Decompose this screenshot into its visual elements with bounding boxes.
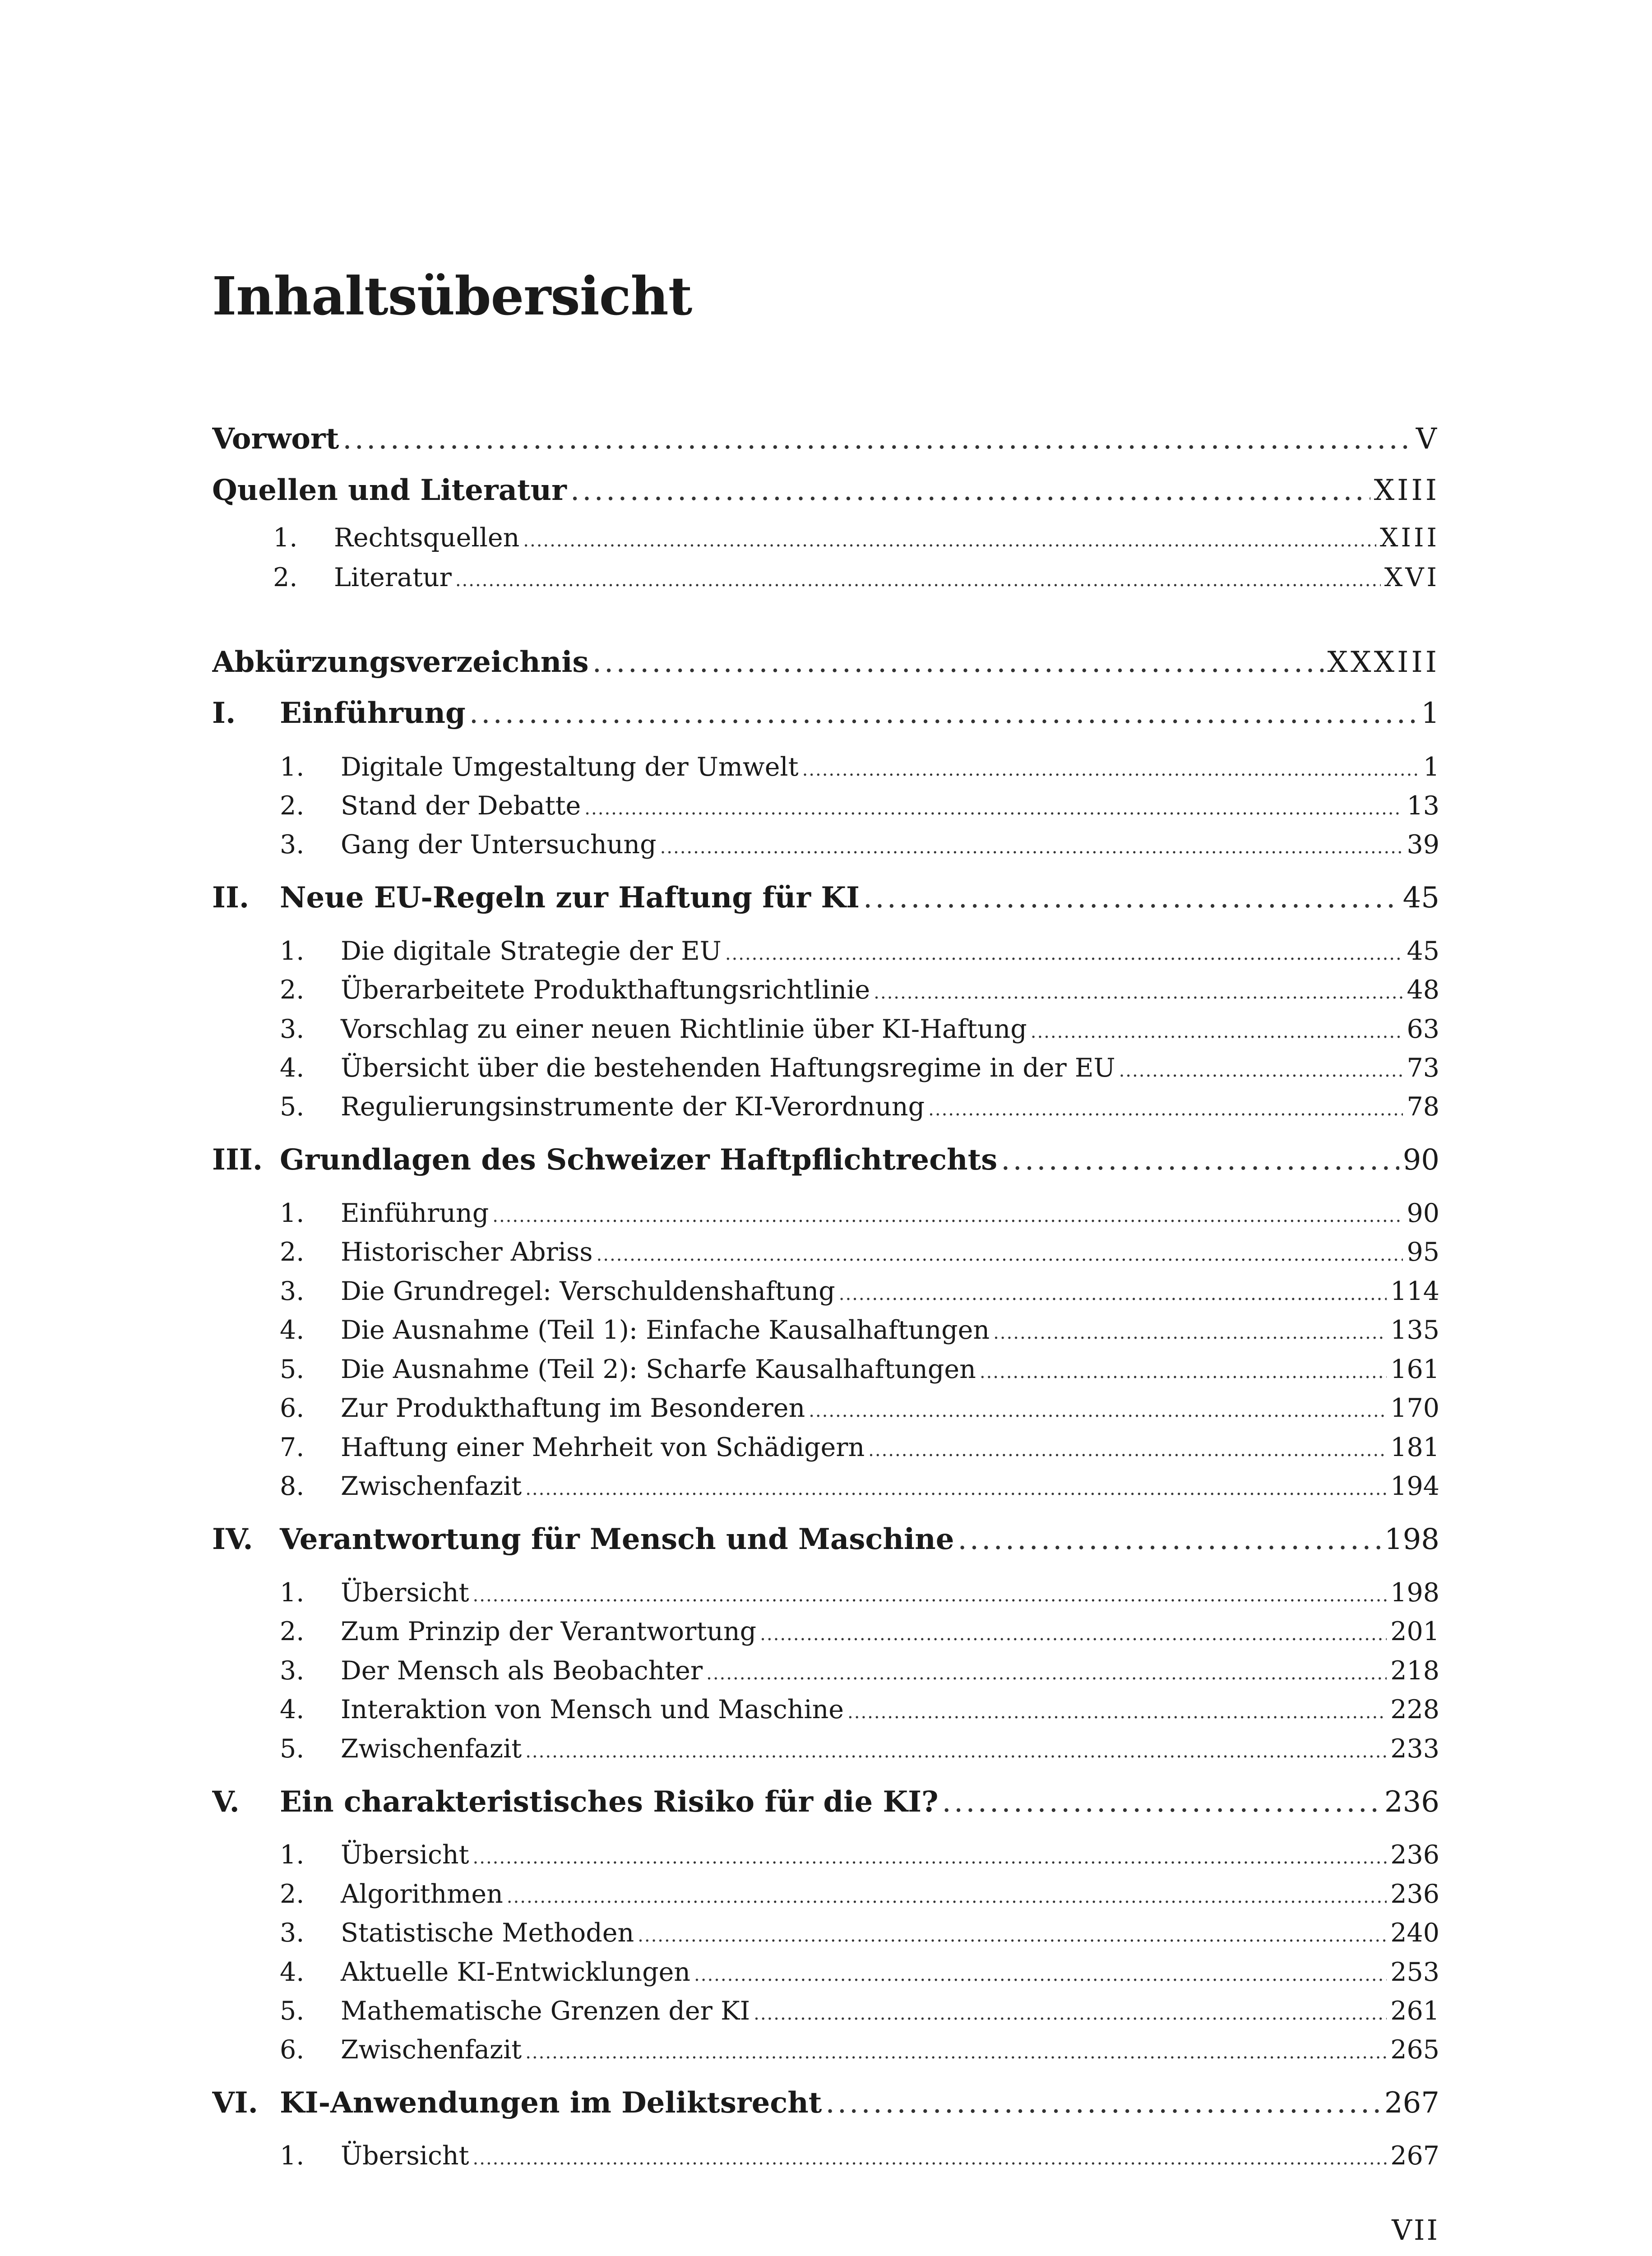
entry-page: 13 [1407, 791, 1439, 821]
entry-page: 236 [1390, 1840, 1439, 1870]
entry-page: V [1416, 422, 1439, 456]
dot-leader [980, 1354, 1387, 1387]
toc-subentry[interactable] [212, 1351, 1439, 1387]
entry-page: 240 [1390, 1918, 1439, 1948]
dot-leader [570, 471, 1370, 510]
entry-label: Die Ausnahme (Teil 2): Scharfe Kausalhaftungen [341, 1355, 976, 1384]
dot-leader [507, 1879, 1387, 1912]
entry-label: Literatur [334, 563, 452, 592]
entry-number: 3. [280, 830, 305, 860]
dot-leader [725, 936, 1403, 969]
entry-label: Zur Produkthaftung im Besonderen [341, 1393, 805, 1423]
entry-label: Zwischenfazit [341, 1471, 522, 1501]
entry-number: 5. [280, 1996, 305, 2026]
entry-page: 233 [1390, 1734, 1439, 1764]
dot-leader [638, 1918, 1387, 1951]
dot-leader [660, 829, 1403, 863]
entry-page: 39 [1407, 830, 1439, 860]
entry-page: XVI [1384, 563, 1439, 592]
toc-subentry[interactable] [212, 520, 1439, 556]
entry-number: 1. [280, 1578, 305, 1608]
entry-page: XIII [1374, 474, 1439, 507]
toc-chapter[interactable] [212, 2084, 1439, 2122]
entry-number: 6. [280, 1393, 305, 1423]
entry-page: 201 [1390, 1617, 1439, 1646]
toc-subentry[interactable] [212, 1653, 1439, 1689]
entry-page: 45 [1402, 881, 1439, 915]
dot-leader [525, 2034, 1387, 2068]
toc-subentry[interactable] [212, 1390, 1439, 1426]
chapter-number: I. [212, 696, 236, 730]
entry-number: 4. [280, 1695, 305, 1724]
toc-subentry[interactable] [212, 1876, 1439, 1912]
dot-leader [802, 752, 1420, 785]
dot-leader [958, 1520, 1380, 1559]
entry-label: Abkürzungsverzeichnis [212, 645, 589, 679]
toc-subentry[interactable] [212, 1195, 1439, 1231]
entry-page: 198 [1390, 1578, 1439, 1608]
toc-subentry[interactable] [212, 1273, 1439, 1309]
entry-number: 1. [280, 752, 305, 782]
dot-leader [525, 1734, 1387, 1767]
entry-page: 95 [1407, 1237, 1439, 1267]
entry-number: 2. [280, 1617, 305, 1646]
entry-number: 2. [280, 791, 305, 821]
entry-page: 48 [1407, 975, 1439, 1005]
entry-page: 1 [1423, 752, 1439, 782]
chapter-number: II. [212, 881, 250, 915]
toc-subentry[interactable] [212, 1731, 1439, 1767]
dot-leader [754, 1996, 1387, 2029]
entry-page: 135 [1390, 1315, 1439, 1345]
entry-number: 1. [280, 936, 305, 966]
entry-page: XIII [1379, 523, 1439, 553]
dot-leader [847, 1694, 1387, 1728]
dot-leader [1119, 1053, 1403, 1086]
entry-label: Neue EU-Regeln zur Haftung für KI [280, 881, 860, 915]
chapter-number: V. [212, 1785, 240, 1819]
toc-subentry[interactable] [212, 1312, 1439, 1348]
toc-subentry[interactable] [212, 1915, 1439, 1951]
toc-subentry[interactable] [212, 1837, 1439, 1873]
dot-leader [942, 1783, 1381, 1821]
entry-label: Der Mensch als Beobachter [341, 1656, 703, 1686]
dot-leader [760, 1616, 1387, 1650]
dot-leader [455, 562, 1381, 596]
entry-number: 8. [280, 1471, 305, 1501]
toc-subentry[interactable] [212, 2138, 1439, 2174]
chapter-number: VI. [212, 2086, 258, 2120]
dot-leader [993, 1315, 1387, 1348]
entry-page: 181 [1390, 1433, 1439, 1462]
entry-label: Grundlagen des Schweizer Haftpflichtrechts [280, 1143, 998, 1177]
dot-leader [1001, 1141, 1399, 1179]
dot-leader [928, 1091, 1403, 1125]
entry-label: Regulierungsinstrumente der KI-Verordnung [341, 1092, 925, 1122]
entry-number: 2. [273, 563, 298, 592]
entry-number: 5. [280, 1092, 305, 1122]
toc-entry-vorwort[interactable] [212, 420, 1439, 458]
entry-label: Zwischenfazit [341, 2035, 522, 2065]
entry-page: 90 [1407, 1198, 1439, 1228]
entry-label: Haftung einer Mehrheit von Schädigern [341, 1433, 865, 1462]
entry-label: Die Ausnahme (Teil 1): Einfache Kausalhaftungen [341, 1315, 990, 1345]
toc-subentry[interactable] [212, 1692, 1439, 1728]
entry-page: 194 [1390, 1471, 1439, 1501]
entry-label: Aktuelle KI-Entwicklungen [341, 1957, 691, 1987]
entry-label: Statistische Methoden [341, 1918, 634, 1948]
toc-chapter[interactable] [212, 1783, 1439, 1821]
toc-subentry[interactable] [212, 1089, 1439, 1125]
toc-entry-abkuerzungen[interactable] [212, 643, 1439, 682]
dot-leader [473, 1577, 1387, 1611]
entry-number: 1. [280, 1840, 305, 1870]
entry-label: Übersicht [341, 1578, 469, 1608]
entry-label: Mathematische Grenzen der KI [341, 1996, 750, 2026]
dot-leader [706, 1655, 1387, 1689]
toc-subentry[interactable] [212, 1429, 1439, 1465]
entry-label: Einführung [280, 696, 466, 730]
chapter-number: IV. [212, 1522, 253, 1556]
entry-label: Die Grundregel: Verschuldenshaftung [341, 1276, 835, 1306]
dot-leader [492, 1198, 1403, 1231]
entry-number: 4. [280, 1315, 305, 1345]
entry-page: 63 [1407, 1014, 1439, 1044]
entry-label: Die digitale Strategie der EU [341, 936, 722, 966]
dot-leader [863, 878, 1399, 917]
page-title: Inhaltsübersicht [212, 266, 692, 327]
entry-label: Überarbeitete Produkthaftungsrichtlinie [341, 975, 870, 1005]
dot-leader [839, 1276, 1387, 1309]
dot-leader [584, 791, 1403, 824]
toc-subentry[interactable] [212, 972, 1439, 1008]
entry-number: 1. [280, 1198, 305, 1228]
entry-label: Ein charakteristisches Risiko für die KI? [280, 1785, 939, 1819]
toc-subentry[interactable] [212, 1993, 1439, 2029]
toc-subentry[interactable] [212, 788, 1439, 824]
entry-label: Verantwortung für Mensch und Maschine [280, 1522, 954, 1556]
dot-leader [473, 2140, 1387, 2174]
entry-number: 2. [280, 1879, 305, 1909]
entry-label: Rechtsquellen [334, 523, 520, 553]
dot-leader [809, 1393, 1387, 1426]
entry-page: 73 [1407, 1053, 1439, 1083]
toc-subentry[interactable] [212, 2032, 1439, 2068]
entry-label: Interaktion von Mensch und Maschine [341, 1695, 844, 1724]
dot-leader [597, 1237, 1403, 1270]
toc-subentry[interactable] [212, 1575, 1439, 1611]
dot-leader [874, 975, 1403, 1008]
toc-subentry[interactable] [212, 559, 1439, 596]
entry-number: 3. [280, 1276, 305, 1306]
dot-leader [1031, 1014, 1403, 1047]
dot-leader [825, 2084, 1381, 2122]
entry-label: Übersicht [341, 2141, 469, 2171]
dot-leader [525, 1471, 1387, 1504]
entry-number: 4. [280, 1053, 305, 1083]
entry-label: Vorschlag zu einer neuen Richtlinie über KI-Haftung [341, 1014, 1027, 1044]
table-of-contents [212, 0, 1439, 2256]
entry-label: Quellen und Literatur [212, 473, 567, 507]
toc-chapter[interactable] [212, 1520, 1439, 1559]
entry-number: 1. [280, 2141, 305, 2171]
entry-number: 5. [280, 1734, 305, 1764]
toc-subentry[interactable] [212, 749, 1439, 785]
entry-page: XXXIII [1327, 646, 1439, 679]
entry-label: Übersicht [341, 1840, 469, 1870]
toc-subentry[interactable] [212, 1954, 1439, 1990]
entry-page: 161 [1390, 1355, 1439, 1384]
entry-label: Algorithmen [341, 1879, 503, 1909]
entry-label: Vorwort [212, 422, 339, 456]
entry-page: 236 [1390, 1879, 1439, 1909]
chapter-number: III. [212, 1143, 263, 1177]
entry-page: 267 [1390, 2141, 1439, 2171]
entry-label: KI-Anwendungen im Deliktsrecht [280, 2086, 822, 2120]
entry-number: 3. [280, 1656, 305, 1686]
entry-number: 4. [280, 1957, 305, 1987]
entry-number: 3. [280, 1014, 305, 1044]
dot-leader [592, 643, 1324, 682]
dot-leader [868, 1432, 1387, 1465]
entry-number: 3. [280, 1918, 305, 1948]
toc-subentry[interactable] [212, 1613, 1439, 1650]
entry-label: Zwischenfazit [341, 1734, 522, 1764]
toc-subentry[interactable] [212, 827, 1439, 863]
entry-page: 218 [1390, 1656, 1439, 1686]
entry-page: 90 [1402, 1143, 1439, 1177]
entry-page: 1 [1421, 697, 1439, 730]
dot-leader [523, 522, 1376, 556]
entry-page: 170 [1390, 1393, 1439, 1423]
page-number: VII [1392, 2214, 1439, 2247]
dot-leader [694, 1957, 1387, 1990]
entry-page: 45 [1407, 936, 1439, 966]
entry-label: Gang der Untersuchung [341, 830, 657, 860]
entry-label: Stand der Debatte [341, 791, 581, 821]
entry-number: 2. [280, 1237, 305, 1267]
toc-subentry[interactable] [212, 1050, 1439, 1086]
entry-number: 5. [280, 1355, 305, 1384]
entry-page: 236 [1384, 1785, 1439, 1819]
entry-page: 114 [1390, 1276, 1439, 1306]
entry-page: 265 [1390, 2035, 1439, 2065]
entry-number: 1. [273, 523, 298, 553]
toc-entry-quellen[interactable] [212, 471, 1439, 510]
entry-page: 267 [1384, 2086, 1439, 2120]
toc-chapter[interactable] [212, 694, 1439, 733]
dot-leader [342, 420, 1412, 458]
toc-subentry[interactable] [212, 1011, 1439, 1047]
toc-chapter[interactable] [212, 878, 1439, 917]
entry-label: Einführung [341, 1198, 489, 1228]
entry-number: 2. [280, 975, 305, 1005]
entry-page: 228 [1390, 1695, 1439, 1724]
entry-number: 6. [280, 2035, 305, 2065]
entry-label: Übersicht über die bestehenden Haftungsregime in der EU [341, 1053, 1115, 1083]
entry-number: 7. [280, 1433, 305, 1462]
toc-subentry[interactable] [212, 1468, 1439, 1504]
entry-label: Zum Prinzip der Verantwortung [341, 1617, 757, 1646]
dot-leader [469, 694, 1418, 733]
toc-subentry[interactable] [212, 1234, 1439, 1270]
toc-subentry[interactable] [212, 933, 1439, 969]
entry-page: 78 [1407, 1092, 1439, 1122]
entry-page: 253 [1390, 1957, 1439, 1987]
entry-label: Digitale Umgestaltung der Umwelt [341, 752, 799, 782]
dot-leader [473, 1840, 1387, 1873]
entry-page: 198 [1384, 1523, 1439, 1556]
entry-label: Historischer Abriss [341, 1237, 593, 1267]
entry-page: 261 [1390, 1996, 1439, 2026]
toc-chapter[interactable] [212, 1141, 1439, 1179]
